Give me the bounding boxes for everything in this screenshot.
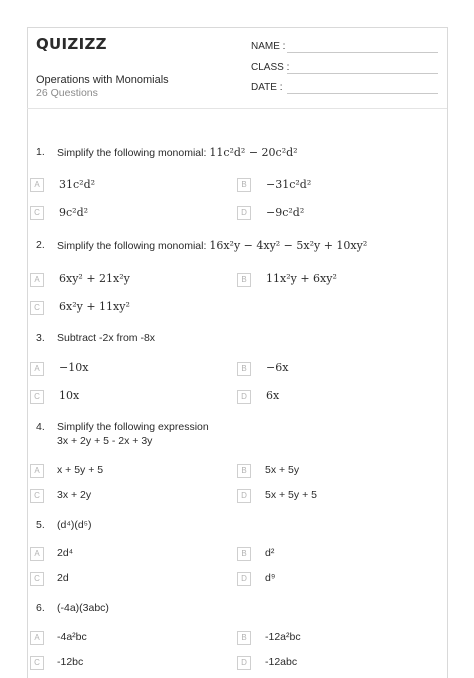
- name-label: NAME :: [251, 41, 286, 52]
- date-field[interactable]: [287, 93, 438, 94]
- option-answer[interactable]: -12a²bc: [265, 631, 301, 643]
- option-letter: A: [30, 547, 44, 561]
- option-letter: A: [30, 464, 44, 478]
- option-letter: C: [30, 572, 44, 586]
- class-label: CLASS :: [251, 62, 290, 73]
- question-count: 26 Questions: [36, 87, 98, 99]
- question-prompt: [57, 146, 298, 159]
- option-letter: D: [237, 206, 251, 220]
- option-letter: B: [237, 362, 251, 376]
- option-answer[interactable]: −9c²d²: [266, 206, 305, 219]
- option-answer[interactable]: 5x + 5y: [265, 464, 300, 476]
- option-answer[interactable]: −31c²d²: [266, 178, 312, 191]
- question-text: Simplify the following monomial:: [57, 147, 207, 159]
- question-expression: 16x²y − 4xy² − 5x²y + 10xy²: [209, 239, 368, 252]
- option-letter: D: [237, 656, 251, 670]
- option-answer[interactable]: −10x: [59, 361, 89, 374]
- option-letter: D: [237, 489, 251, 503]
- question-number: 1.: [36, 146, 45, 158]
- question-expression: 11c²d² − 20c²d²: [209, 146, 298, 159]
- question-text: Simplify the following monomial:: [57, 240, 207, 252]
- option-answer[interactable]: 6x²y + 11xy²: [59, 300, 130, 313]
- option-letter: A: [30, 178, 44, 192]
- option-answer[interactable]: d⁹: [265, 572, 276, 584]
- option-answer[interactable]: 9c²d²: [59, 206, 89, 219]
- quizizz-logo: QUIZIZZ: [36, 35, 107, 53]
- question-number: 2.: [36, 239, 45, 251]
- option-answer[interactable]: x + 5y + 5: [57, 464, 104, 476]
- option-answer[interactable]: -4a²bc: [57, 631, 87, 643]
- question-prompt: (-4a)(3abc): [57, 602, 109, 614]
- name-field[interactable]: [287, 52, 438, 53]
- option-answer[interactable]: -12bc: [57, 656, 84, 668]
- option-letter: B: [237, 464, 251, 478]
- option-answer[interactable]: d²: [265, 547, 275, 559]
- option-answer[interactable]: 2d: [57, 572, 69, 584]
- question-prompt: (d⁴)(d⁵): [57, 519, 92, 531]
- question-number: 3.: [36, 332, 45, 344]
- option-letter: A: [30, 273, 44, 287]
- question-prompt: [57, 239, 367, 252]
- question-number: 6.: [36, 602, 45, 614]
- option-answer[interactable]: 6x: [266, 389, 280, 402]
- option-answer[interactable]: −6x: [266, 361, 289, 374]
- option-letter: C: [30, 390, 44, 404]
- option-letter: B: [237, 631, 251, 645]
- question-number: 5.: [36, 519, 45, 531]
- option-answer[interactable]: 10x: [59, 389, 80, 402]
- worksheet-title: Operations with Monomials: [36, 74, 169, 86]
- option-letter: D: [237, 390, 251, 404]
- question-number: 4.: [36, 421, 45, 433]
- header-divider: [27, 108, 447, 109]
- option-answer[interactable]: 2d⁴: [57, 547, 74, 559]
- option-letter: A: [30, 631, 44, 645]
- option-answer[interactable]: 11x²y + 6xy²: [266, 272, 337, 285]
- option-letter: C: [30, 206, 44, 220]
- option-answer[interactable]: 6xy² + 21x²y: [59, 272, 130, 285]
- option-answer[interactable]: -12abc: [265, 656, 298, 668]
- option-answer[interactable]: 3x + 2y: [57, 489, 92, 501]
- option-letter: A: [30, 362, 44, 376]
- option-letter: B: [237, 273, 251, 287]
- question-prompt: Subtract -2x from -8x: [57, 332, 156, 344]
- option-letter: C: [30, 301, 44, 315]
- class-field[interactable]: [287, 73, 438, 74]
- option-answer[interactable]: 31c²d²: [59, 178, 96, 191]
- date-label: DATE :: [251, 82, 283, 93]
- question-prompt-line2: 3x + 2y + 5 - 2x + 3y: [57, 435, 153, 447]
- option-letter: B: [237, 547, 251, 561]
- option-letter: C: [30, 656, 44, 670]
- question-prompt: Simplify the following expression: [57, 421, 209, 433]
- option-letter: D: [237, 572, 251, 586]
- option-letter: B: [237, 178, 251, 192]
- option-answer[interactable]: 5x + 5y + 5: [265, 489, 317, 501]
- option-letter: C: [30, 489, 44, 503]
